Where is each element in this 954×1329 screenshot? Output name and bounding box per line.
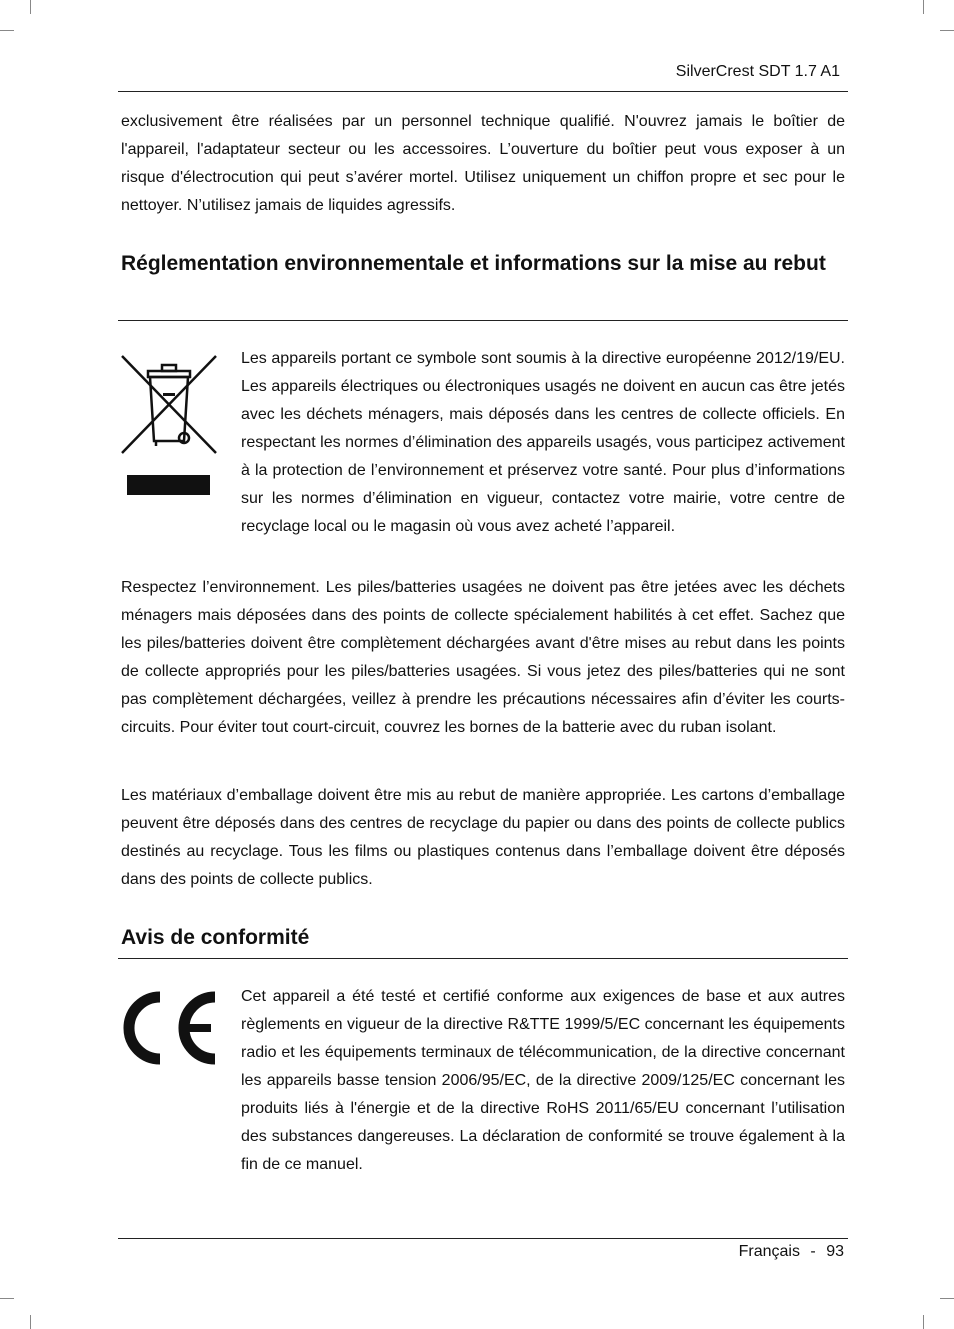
header-rule [118, 91, 848, 92]
crossed-out-wheelie-bin-icon [118, 353, 220, 498]
page-number: 93 [826, 1243, 844, 1260]
crop-mark [0, 1298, 14, 1299]
intro-paragraph: exclusivement être réalisées par un personnel technique qualifié. N'ouvrez jamais le boîtier de l'appareil, l'adaptateur secteur ou les accessoires. L’ouverture du boîtier peut vous exposer à un risque d'électrocution qui peut s’avérer mortel. Utilisez uniquement un chiffon propre et sec pour le nettoyer. N’utilisez jamais de liquides agressifs. [121, 113, 845, 214]
crop-mark [940, 1298, 954, 1299]
section-heading-environment: Réglementation environnementale et informations sur la mise au rebut [121, 252, 826, 275]
crop-mark [940, 30, 954, 31]
footer-language: Français [738, 1243, 800, 1260]
conformity-paragraph: Cet appareil a été testé et certifié conforme aux exigences de base et aux autres règlements en vigueur de la directive R&TTE 1999/5/EC concernant les équipements radio et les équipements terminaux de télécommunication, de la directive concernant les appareils basse tension 2006/95/EC, de la directive 2009/125/EC concernant les produits liés à l'énergie et de la directive RoHS 2011/65/EU concernant l’utilisation des substances dangereuses. La déclaration de conformité se trouve également à la fin de ce manuel. [241, 988, 845, 1173]
section-rule [118, 958, 848, 959]
crop-mark [923, 0, 924, 14]
footer-rule [118, 1238, 848, 1239]
running-header: SilverCrest SDT 1.7 A1 [675, 63, 840, 80]
weee-paragraph: Les appareils portant ce symbole sont soumis à la directive européenne 2012/19/EU. Les appareils électriques ou électroniques usagés ne doivent en aucun cas être jetés avec les déchets ménagers, mais déposés dans les centres de collecte officiels. En respectant les normes d’élimination des appareils usagés, vous participez activement à la protection de l’environnement et préservez votre santé. Pour plus d’informations sur les normes d’élimination en vigueur, contactez votre mairie, votre centre de recyclage local ou le magasin où vous avez acheté l’appareil. [241, 350, 845, 535]
footer-separator: - [810, 1243, 816, 1260]
batteries-paragraph: Respectez l’environnement. Les piles/batteries usagées ne doivent pas être jetées avec les déchets ménagers mais déposées dans des points de collecte spécialement habilités à cet effet. Sachez que les piles/batteries doivent être complètement déchargées avant d'être mises au rebut dans les points de collecte appropriés pour les piles/batteries usagées. Si vous jetez des piles/batteries qui ne sont pas complètement déchargées, veillez à prendre les précautions nécessaires afin d’éviter les courts-circuits. Pour éviter tout court-circuit, couvrez les bornes de la batterie avec du ruban isolant. [121, 579, 845, 736]
crop-mark [0, 30, 14, 31]
crop-mark [30, 0, 31, 14]
packaging-paragraph: Les matériaux d’emballage doivent être mis au rebut de manière appropriée. Les cartons d’emballage peuvent être déposés dans des centres de recyclage du papier ou dans des points de collecte publics destinés au recyclage. Tous les films ou plastiques contenus dans l’emballage doivent être déposés dans des points de collecte publics. [121, 787, 845, 888]
section-heading-conformity: Avis de conformité [121, 926, 310, 949]
ce-mark-icon [119, 991, 221, 1065]
section-rule [118, 320, 848, 321]
crop-mark [923, 1315, 924, 1329]
page-footer [739, 1243, 844, 1261]
crop-mark [30, 1315, 31, 1329]
